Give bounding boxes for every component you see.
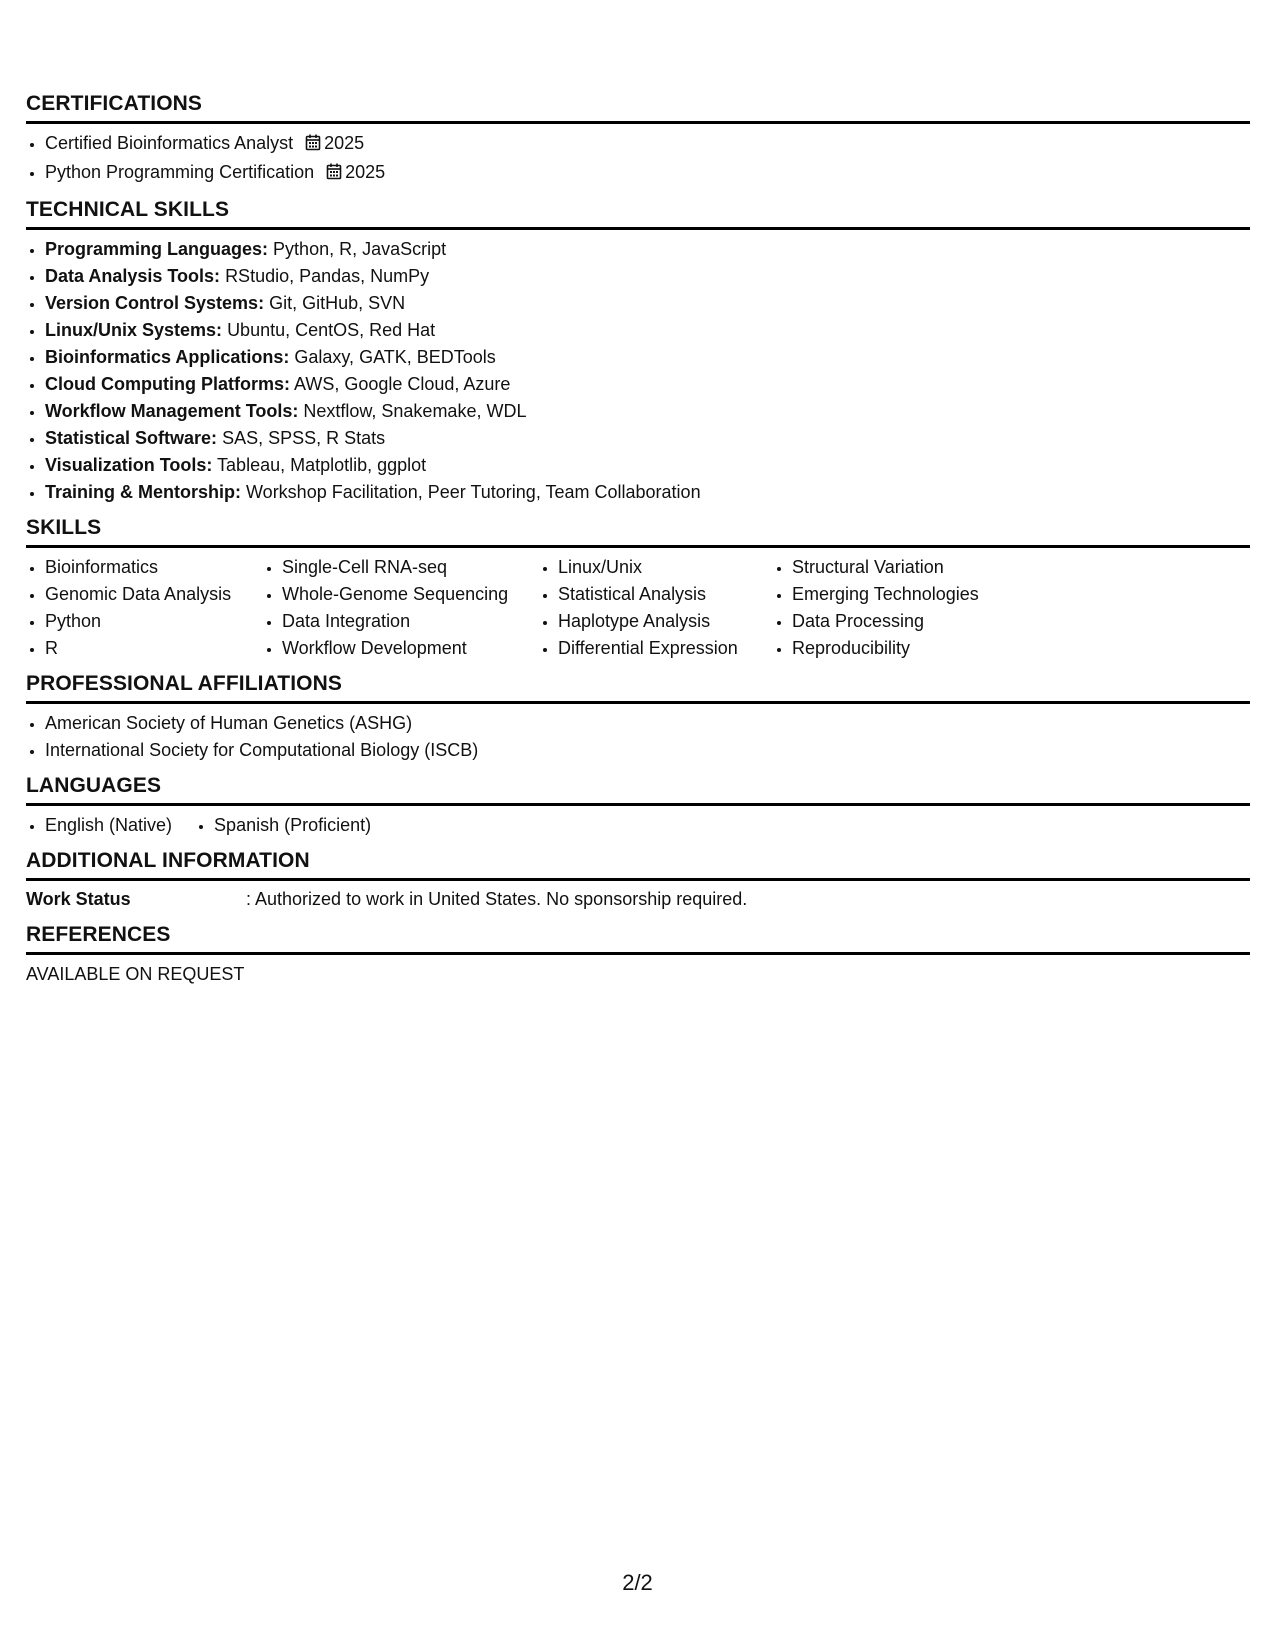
resume-page xyxy=(26,92,1250,998)
certification-name: Certified Bioinformatics Analyst xyxy=(45,133,294,153)
skill-values: Galaxy, GATK, BEDTools xyxy=(294,347,496,367)
skills-section xyxy=(26,516,1250,662)
additional-info-section xyxy=(26,849,1250,913)
certification-year: 2025 xyxy=(324,133,365,153)
technical-skill-item xyxy=(45,263,1250,290)
skill-category: Bioinformatics Applications: xyxy=(45,347,290,367)
certification-item xyxy=(45,130,1250,159)
technical-skill-item xyxy=(45,425,1250,452)
affiliations-heading: PROFESSIONAL AFFILIATIONS xyxy=(26,672,1250,704)
affiliations-list xyxy=(26,710,1250,764)
skill-values: Nextflow, Snakemake, WDL xyxy=(303,401,527,421)
skill-category: Training & Mentorship: xyxy=(45,482,241,502)
skills-column xyxy=(26,554,263,662)
skill-values: AWS, Google Cloud, Azure xyxy=(294,374,511,394)
skill-item: • Data Integration xyxy=(282,608,539,635)
skill-item: • Differential Expression xyxy=(558,635,773,662)
certifications-list xyxy=(26,130,1250,188)
skill-item: • Python xyxy=(45,608,263,635)
calendar-icon xyxy=(305,132,321,159)
language-item: • English (Native) xyxy=(45,812,172,839)
references-section xyxy=(26,923,1250,988)
skill-values: Git, GitHub, SVN xyxy=(269,293,406,313)
skill-item: • Emerging Technologies xyxy=(792,581,1042,608)
skills-grid xyxy=(26,554,1250,662)
skill-item: • Structural Variation xyxy=(792,554,1042,581)
skill-item: • Linux/Unix xyxy=(558,554,773,581)
skill-values: Ubuntu, CentOS, Red Hat xyxy=(227,320,436,340)
technical-skill-item xyxy=(45,371,1250,398)
technical-skill-item xyxy=(45,344,1250,371)
skill-category: Cloud Computing Platforms: xyxy=(45,374,290,394)
skill-category: Linux/Unix Systems: xyxy=(45,320,223,340)
work-status-row xyxy=(26,886,1250,913)
references-text: AVAILABLE ON REQUEST xyxy=(26,964,245,984)
affiliation-item: • International Society for Computational Biology (ISCB) xyxy=(45,737,1250,764)
skill-values: Python, R, JavaScript xyxy=(273,239,447,259)
skill-item: • Haplotype Analysis xyxy=(558,608,773,635)
languages-heading: LANGUAGES xyxy=(26,774,1250,806)
languages-row xyxy=(26,812,1250,839)
certification-year: 2025 xyxy=(345,162,386,182)
skill-category: Workflow Management Tools: xyxy=(45,401,299,421)
certifications-heading: CERTIFICATIONS xyxy=(26,92,1250,124)
additional-info-heading: ADDITIONAL INFORMATION xyxy=(26,849,1250,881)
skill-item: • Workflow Development xyxy=(282,635,539,662)
technical-skills-heading: TECHNICAL SKILLS xyxy=(26,198,1250,230)
skill-values: SAS, SPSS, R Stats xyxy=(222,428,386,448)
skill-values: RStudio, Pandas, NumPy xyxy=(225,266,430,286)
work-status-label: Work Status xyxy=(26,889,131,909)
technical-skill-item xyxy=(45,479,1250,506)
skills-heading: SKILLS xyxy=(26,516,1250,548)
skill-item: • Data Processing xyxy=(792,608,1042,635)
technical-skill-item xyxy=(45,398,1250,425)
language-list xyxy=(195,812,371,839)
language-item: • Spanish (Proficient) xyxy=(214,812,371,839)
skill-category: Programming Languages: xyxy=(45,239,269,259)
language-list xyxy=(26,812,172,839)
certification-item xyxy=(45,159,1250,188)
skill-category: Visualization Tools: xyxy=(45,455,213,475)
work-status-value: : Authorized to work in United States. No sponsorship required. xyxy=(246,889,748,909)
skill-category: Statistical Software: xyxy=(45,428,218,448)
skill-item: • Single-Cell RNA-seq xyxy=(282,554,539,581)
page-number: 2/2 xyxy=(622,1570,653,1595)
skill-item: • Statistical Analysis xyxy=(558,581,773,608)
skill-item: • Genomic Data Analysis xyxy=(45,581,263,608)
skill-category: Version Control Systems: xyxy=(45,293,265,313)
technical-skill-item xyxy=(45,452,1250,479)
skill-item: • R xyxy=(45,635,263,662)
languages-section xyxy=(26,774,1250,839)
certifications-section xyxy=(26,92,1250,188)
skill-item: • Whole-Genome Sequencing xyxy=(282,581,539,608)
technical-skill-item xyxy=(45,290,1250,317)
skill-values: Tableau, Matplotlib, ggplot xyxy=(217,455,427,475)
calendar-icon xyxy=(326,161,342,188)
skill-values: Workshop Facilitation, Peer Tutoring, Team Collaboration xyxy=(246,482,701,502)
skills-column xyxy=(773,554,1042,662)
references-heading: REFERENCES xyxy=(26,923,1250,955)
skills-column xyxy=(263,554,539,662)
technical-skill-item xyxy=(45,317,1250,344)
skill-item: • Bioinformatics xyxy=(45,554,263,581)
skill-category: Data Analysis Tools: xyxy=(45,266,221,286)
affiliations-section xyxy=(26,672,1250,764)
skills-column xyxy=(539,554,773,662)
skill-item: • Reproducibility xyxy=(792,635,1042,662)
technical-skills-list xyxy=(26,236,1250,506)
certification-name: Python Programming Certification xyxy=(45,162,315,182)
technical-skills-section xyxy=(26,198,1250,506)
affiliation-item: • American Society of Human Genetics (ASHG) xyxy=(45,710,1250,737)
technical-skill-item xyxy=(45,236,1250,263)
